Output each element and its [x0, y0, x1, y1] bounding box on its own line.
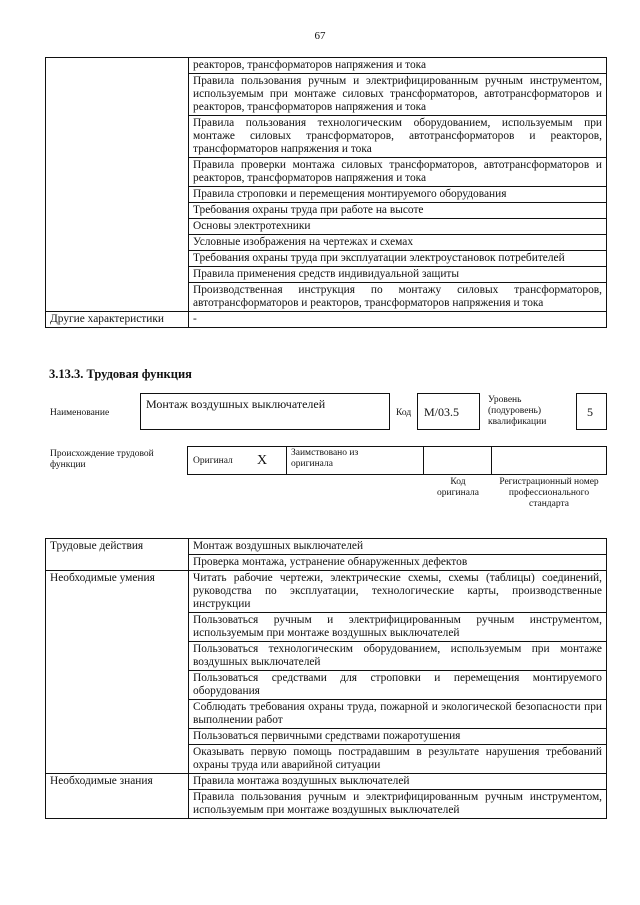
table-row [46, 571, 607, 613]
section-title: 3.13.3. Трудовая функция [49, 367, 192, 381]
borrowed-label: Заимствовано из оригинала [291, 448, 359, 469]
table-cell: Оказывать первую помощь пострадавшим в результате нарушения требований охраны труда или аварийной ситуации [189, 745, 607, 774]
code-original-label: Код оригинала [437, 477, 479, 498]
table-cell: Пользоваться первичными средствами пожаротушения [189, 729, 607, 745]
origin-label: Происхождение трудовой функции [50, 449, 154, 470]
code-label: Код [396, 408, 412, 418]
row-label: Другие характеристики [46, 312, 189, 328]
code-value: М/03.5 [424, 405, 460, 419]
table-cell: Читать рабочие чертежи, электрические схемы, схемы (таблицы) соединений, руководства по эксплуатации, технологические карты, производственные инструкции [189, 571, 607, 613]
table-cell: Проверка монтажа, устранение обнаруженных дефектов [189, 555, 607, 571]
table-cell: Монтаж воздушных выключателей [189, 539, 607, 555]
level-value: 5 [587, 405, 593, 419]
level-label: Уровень (подуровень) квалификации [488, 395, 547, 427]
table-cell: Правила монтажа воздушных выключателей [189, 774, 607, 790]
table-cell: Правила проверки монтажа силовых трансформаторов, автотрансформаторов и реакторов, трансформаторов напряжения и тока [189, 158, 607, 187]
table-row [46, 312, 607, 328]
table-cell: Пользоваться технологическим оборудованием, используемым при монтаже воздушных выключателей [189, 642, 607, 671]
table-cell: Пользоваться средствами для строповки и перемещения монтируемого оборудования [189, 671, 607, 700]
row-label: Необходимые умения [46, 571, 189, 774]
table-cell: Пользоваться ручным и электрифицированным ручным инструментом, используемым при монтаже воздушных выключателей [189, 613, 607, 642]
reg-number-box [491, 446, 607, 475]
table-cell: Требования охраны труда при работе на высоте [189, 203, 607, 219]
name-value: Монтаж воздушных выключателей [146, 397, 326, 411]
table-cell: Правила пользования ручным и электрифицированным ручным инструментом, используемым при монтаже силовых трансформаторов, автотрансформаторов и реакторов, трансформаторов напряжения и тока [189, 74, 607, 116]
table-cell: - [189, 312, 607, 328]
table-cell: Правила пользования технологическим оборудованием, используемым при монтаже силовых трансформаторов, автотрансформаторов и реакторов, трансформаторов напряжения и тока [189, 116, 607, 158]
row-label: Трудовые действия [46, 539, 189, 571]
table-cell: Требования охраны труда при эксплуатации электроустановок потребителей [189, 251, 607, 267]
row-label: Необходимые знания [46, 774, 189, 819]
table-cell: реакторов, трансформаторов напряжения и тока [189, 58, 607, 74]
table-row [46, 58, 607, 74]
name-label: Наименование [50, 408, 110, 418]
requirements-table-bottom [45, 538, 607, 819]
table-cell: Соблюдать требования охраны труда, пожарной и экологической безопасности при выполнении работ [189, 700, 607, 729]
table-cell: Правила строповки и перемещения монтируемого оборудования [189, 187, 607, 203]
page-number: 67 [314, 30, 326, 42]
table-row [46, 539, 607, 555]
table-cell: Основы электротехники [189, 219, 607, 235]
table-cell-left [46, 58, 189, 312]
requirements-table-top [45, 57, 607, 328]
table-cell: Правила пользования ручным и электрифицированным ручным инструментом, используемым при монтаже воздушных выключателей [189, 790, 607, 819]
table-cell: Правила применения средств индивидуальной защиты [189, 267, 607, 283]
code-original-box [423, 446, 492, 475]
original-mark: X [257, 453, 268, 468]
table-cell: Производственная инструкция по монтажу силовых трансформаторов, автотрансформаторов и реакторов, трансформаторов напряжения и тока [189, 283, 607, 312]
original-label: Оригинал [193, 456, 233, 466]
table-cell: Условные изображения на чертежах и схемах [189, 235, 607, 251]
table-row [46, 774, 607, 790]
reg-number-label: Регистрационный номер профессионального стандарта [499, 477, 599, 509]
